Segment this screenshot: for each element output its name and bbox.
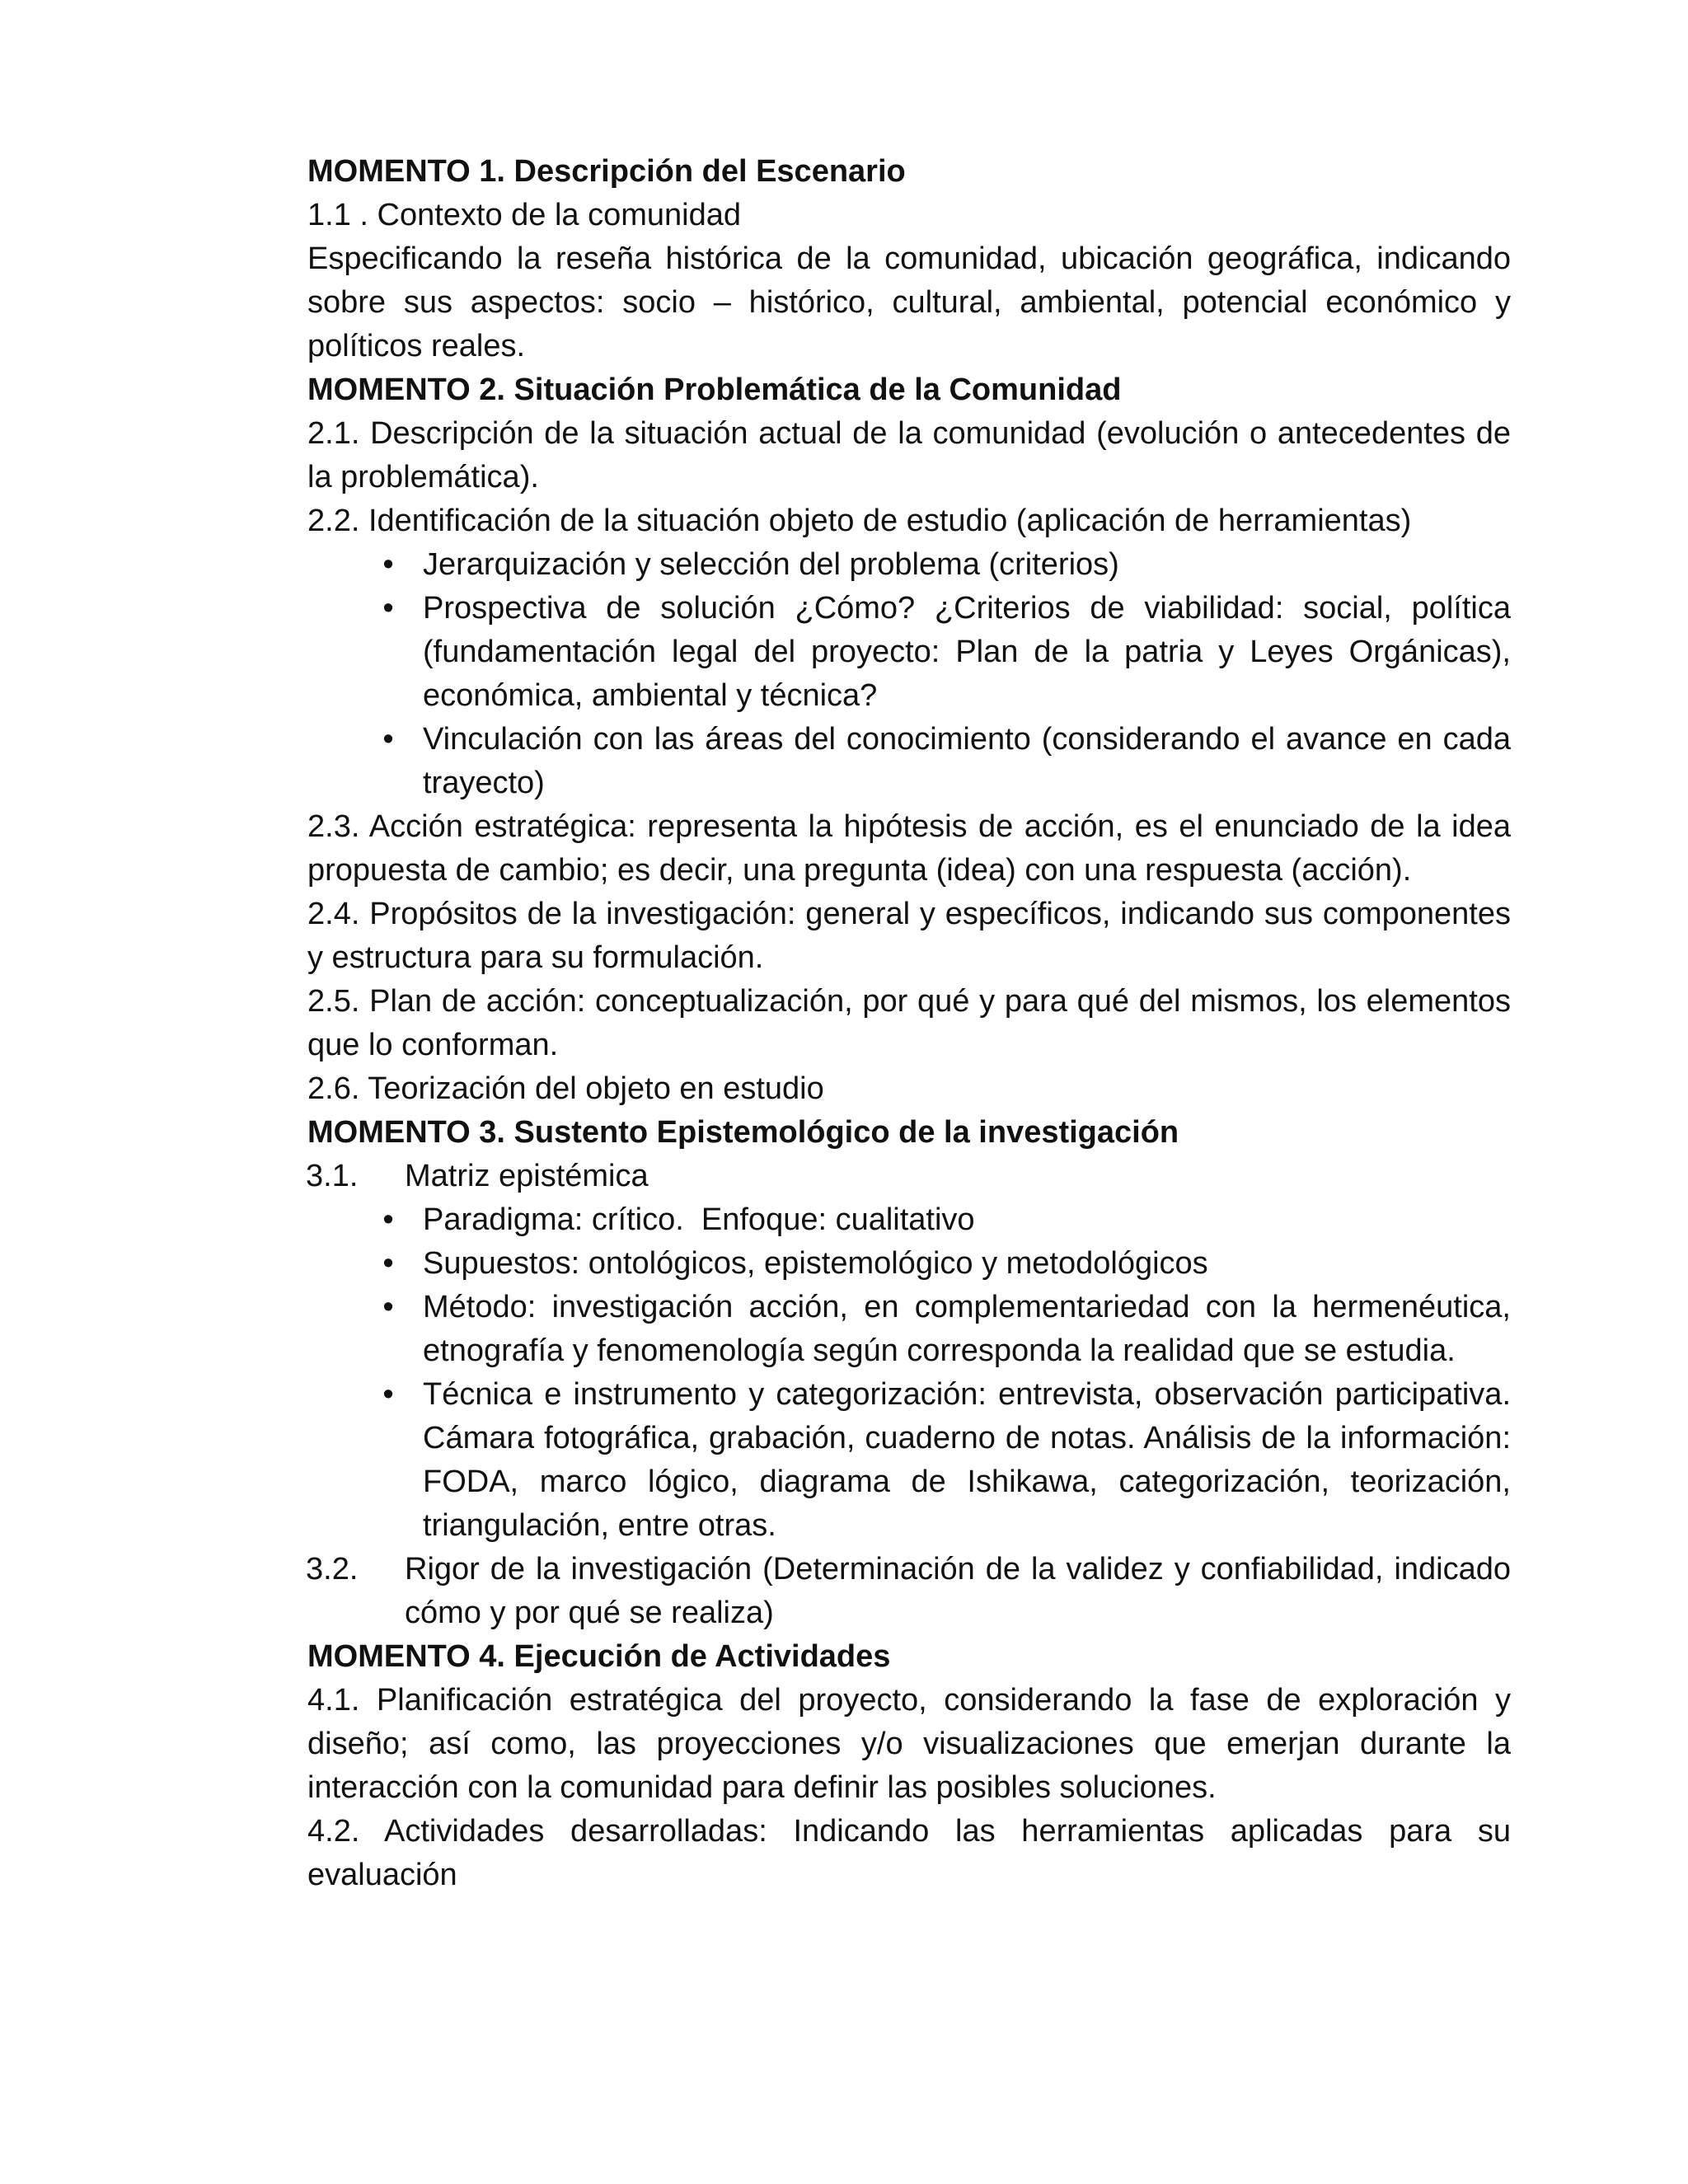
momento-4-heading: MOMENTO 4. Ejecución de Actividades — [307, 1639, 891, 1674]
bullet-text: Técnica e instrumento y categorización: entrevista, observación participativa. Cámara fotográfica, grabación, cuaderno de notas. Análisis de la información: FODA, marco lógico, diagrama de Ishikawa, categorización, teorización, triangulación, entre otras. — [423, 1377, 1511, 1543]
bullet-text: Jerarquización y selección del problema (criterios) — [423, 547, 1119, 582]
bullet-item — [307, 1242, 1511, 1286]
bullet-dot-icon: • — [382, 591, 394, 626]
section-3-2-row — [307, 1548, 1511, 1635]
section-2-6-paragraph: 2.6. Teorización del objeto en estudio — [307, 1071, 824, 1106]
momento-2-heading: MOMENTO 2. Situación Problemática de la Comunidad — [307, 373, 1122, 407]
bullet-item — [307, 1198, 1511, 1242]
bullet-item — [307, 587, 1511, 718]
section-2-2-bullet-list — [307, 543, 1511, 805]
section-2-1-paragraph: 2.1. Descripción de la situación actual de la comunidad (evolución o antecedentes de la problemática). — [307, 416, 1511, 494]
section-4-2-paragraph: 4.2. Actividades desarrolladas: Indicando las herramientas aplicadas para su evaluación — [307, 1814, 1511, 1892]
section-3-2-text: Rigor de la investigación (Determinación de la validez y confiabilidad, indicado cómo y por qué se realiza) — [405, 1552, 1511, 1630]
section-3-1-bullet-list — [307, 1198, 1511, 1548]
section-3-1-number: 3.1. — [306, 1159, 359, 1193]
bullet-dot-icon: • — [382, 722, 394, 757]
bullet-item — [307, 1286, 1511, 1373]
section-3-2-number: 3.2. — [306, 1552, 359, 1586]
momento-1-heading: MOMENTO 1. Descripción del Escenario — [307, 154, 906, 189]
document-body — [307, 150, 1511, 1897]
bullet-dot-icon: • — [382, 547, 394, 582]
section-1-1-paragraph: Especificando la reseña histórica de la comunidad, ubicación geográfica, indicando sobre sus aspectos: socio – histórico, cultural, ambiental, potencial económico y políticos reales. — [307, 241, 1511, 363]
section-2-4-paragraph: 2.4. Propósitos de la investigación: general y específicos, indicando sus componentes y estructura para su formulación. — [307, 897, 1511, 975]
bullet-dot-icon: • — [382, 1246, 394, 1281]
momento-3-heading: MOMENTO 3. Sustento Epistemológico de la investigación — [307, 1115, 1179, 1150]
bullet-dot-icon: • — [382, 1290, 394, 1324]
section-2-2-paragraph: 2.2. Identificación de la situación objeto de estudio (aplicación de herramientas) — [307, 504, 1412, 538]
section-2-3-paragraph: 2.3. Acción estratégica: representa la hipótesis de acción, es el enunciado de la idea propuesta de cambio; es decir, una pregunta (idea) con una respuesta (acción). — [307, 809, 1511, 888]
section-1-1-title: 1.1 . Contexto de la comunidad — [307, 198, 742, 232]
bullet-dot-icon: • — [382, 1202, 394, 1237]
section-2-5-paragraph: 2.5. Plan de acción: conceptualización, por qué y para qué del mismos, los elementos que lo conforman. — [307, 984, 1511, 1062]
bullet-text: Prospectiva de solución ¿Cómo? ¿Criterios de viabilidad: social, política (fundamentación legal del proyecto: Plan de la patria y Leyes Orgánicas), económica, ambiental y técnica? — [423, 591, 1511, 713]
bullet-text: Vinculación con las áreas del conocimiento (considerando el avance en cada trayecto) — [423, 722, 1511, 800]
bullet-text: Paradigma: crítico. Enfoque: cualitativo — [423, 1202, 975, 1237]
section-3-1-row — [307, 1155, 1511, 1198]
bullet-item — [307, 718, 1511, 805]
bullet-item — [307, 1373, 1511, 1548]
section-4-1-paragraph: 4.1. Planificación estratégica del proyecto, considerando la fase de exploración y diseño; así como, las proyecciones y/o visualizaciones que emerjan durante la interacción con la comunidad para definir las posibles soluciones. — [307, 1683, 1511, 1805]
bullet-text: Método: investigación acción, en complementariedad con la hermenéutica, etnografía y fenomenología según corresponda la realidad que se estudia. — [423, 1290, 1511, 1368]
bullet-item — [307, 543, 1511, 587]
bullet-dot-icon: • — [382, 1377, 394, 1412]
bullet-text: Supuestos: ontológicos, epistemológico y metodológicos — [423, 1246, 1208, 1281]
section-3-1-text: Matriz epistémica — [405, 1159, 649, 1193]
